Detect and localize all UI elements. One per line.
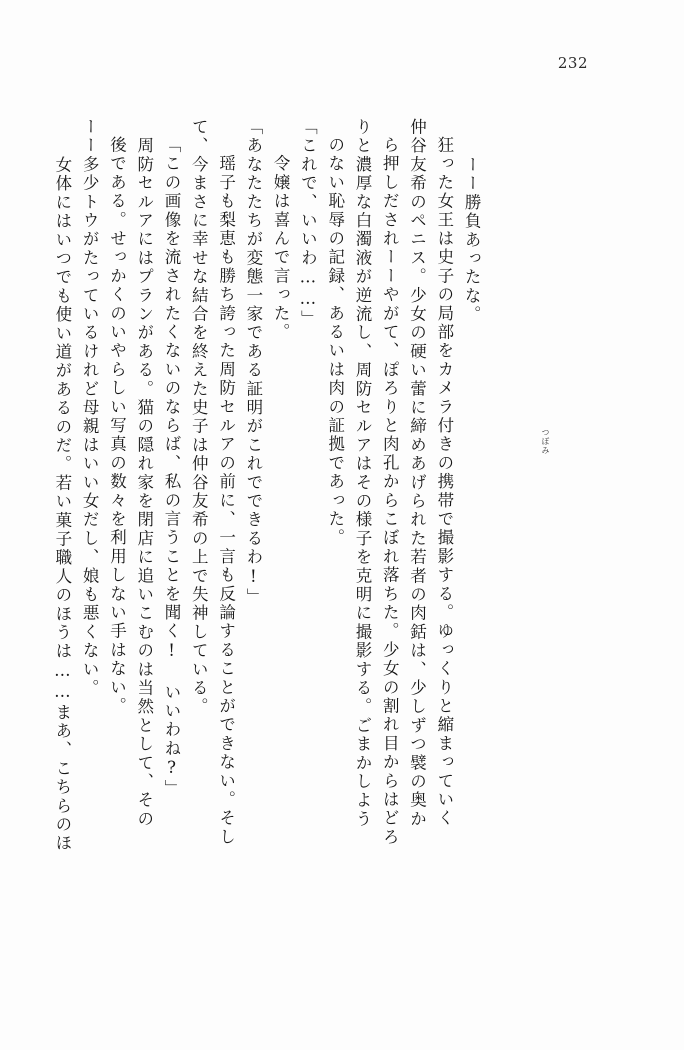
text-column: 令嬢は喜んで言った。: [271, 136, 291, 342]
text-column: 狂った女王は史子の局部をカメラ付きの携帯で撮影する。ゆっくりと縮まっていく: [434, 136, 454, 828]
text-column: のない恥辱の記録、あるいは肉の証拠であった。: [325, 136, 345, 548]
text-column: 「これで、いいわ……」: [298, 118, 318, 329]
text-column: 「あなたたちが変態一家である証明がこれでできるわ!」: [243, 118, 263, 607]
ruby-annotation: つぼみ: [541, 428, 550, 455]
vertical-text-block: [48, 96, 632, 956]
text-column: ら押しだされーーやがて、ぽろりと肉孔からこぼれ落ちた。少女の割れ目からはどろ: [380, 136, 400, 847]
text-column: 「この画像を流されたくないのならば、私の言うことを聞く! いいわね?」: [162, 136, 182, 798]
text-column: ーー勝負あったな。: [462, 156, 482, 325]
text-column: 仲谷友希のペニス。少女の硬い蕾に締めあげられた若者の肉銛は、少しずつ襞の奥か: [407, 118, 427, 829]
text-column: 後である。せっかくのいやらしい写真の数々を利用しない手はない。: [107, 136, 127, 716]
text-column: りと濃厚な白濁液が逆流し、周防セルアはその様子を克明に撮影する。ごまかしよう: [352, 118, 372, 829]
text-column: ーー多少トウがたっているけれど母親はいい女だし、娘も悪くない。: [80, 118, 100, 698]
text-column: 周防セルアにはプランがある。猫の隠れ家を閉店に追いこむのは当然として、その: [134, 118, 154, 829]
page-number: 232: [557, 54, 588, 72]
text-column: 女体にはいつでも使い道があるのだ。若い菓子職人のほうは……まあ、こちらのほ: [52, 156, 72, 853]
text-column: て、今まさに幸せな結合を終えた史子は仲谷友希の上で失神している。: [189, 118, 209, 717]
text-column: 瑶子も梨恵も勝ち誇った周防セルアの前に、一言も反論することができない。そし: [216, 136, 236, 847]
